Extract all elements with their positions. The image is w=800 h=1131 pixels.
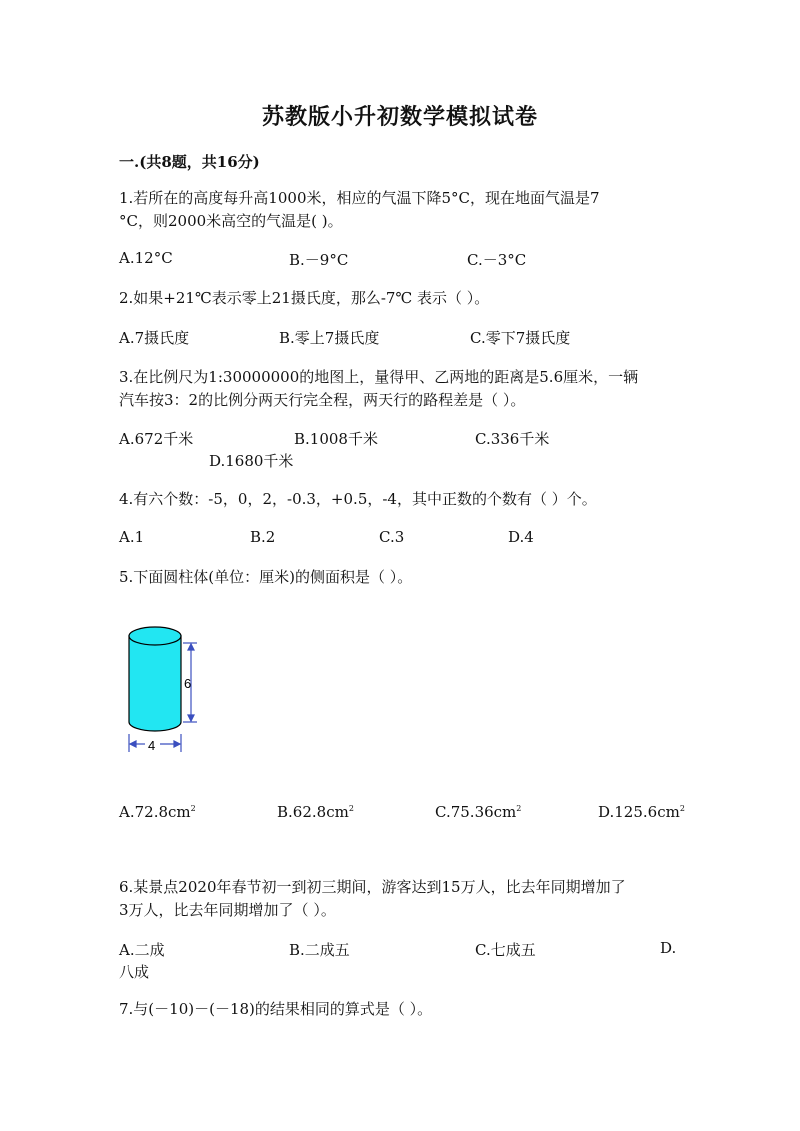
question-7-stem-line-1: 7.与(－10)－(－18)的结果相同的算式是（ ）。 bbox=[119, 1000, 433, 1018]
question-6-option-d-text: 八成 bbox=[119, 963, 150, 981]
question-6-option-c: C.七成五 bbox=[475, 941, 536, 959]
question-1-option-a: A.12°C bbox=[119, 249, 173, 267]
question-4-stem-line-1: 4.有六个数：-5，0，2，-0.3，+0.5，-4，其中正数的个数有（ ）个。 bbox=[119, 490, 597, 508]
question-3-stem-line-1: 3.在比例尺为1:30000000的地图上，量得甲、乙两地的距离是5.6厘米，一辆 bbox=[119, 368, 639, 386]
question-5-option-b: $B.62.8cm^2$ bbox=[277, 803, 354, 821]
question-3-option-c: C.336千米 bbox=[475, 430, 550, 448]
question-3-option-b: B.1008千米 bbox=[294, 430, 378, 448]
question-3-option-a: A.672千米 bbox=[119, 430, 194, 448]
question-3-option-d: D.1680千米 bbox=[209, 452, 294, 470]
question-4-option-a: A.1 bbox=[119, 528, 145, 546]
page-title: 苏教版小升初数学模拟试卷 bbox=[261, 104, 538, 130]
question-5-option-d: $D.125.6cm^2$ bbox=[598, 803, 685, 821]
question-4-option-c: C.3 bbox=[379, 528, 405, 546]
question-6-stem-line-2: 3万人，比去年同期增加了（ ）。 bbox=[119, 901, 336, 919]
question-5-option-a: $A.72.8cm^2$ bbox=[119, 803, 196, 821]
width-label: 4 bbox=[148, 738, 156, 753]
question-2-option-c: C.零下7摄氏度 bbox=[470, 329, 571, 347]
question-1-stem-line-2: °C，则2000米高空的气温是( )。 bbox=[119, 212, 343, 230]
question-4-option-d: D.4 bbox=[508, 528, 534, 546]
section-header: 一.(共8题，共16分) bbox=[119, 153, 260, 171]
cylinder-shape bbox=[129, 627, 181, 731]
question-2-option-b: B.零上7摄氏度 bbox=[279, 329, 380, 347]
height-label: 6 bbox=[184, 676, 192, 691]
question-3-stem-line-2: 汽车按3：2的比例分两天行完全程，两天行的路程差是（ ）。 bbox=[119, 391, 526, 409]
cylinder-figure bbox=[115, 612, 215, 762]
question-2-option-a: A.7摄氏度 bbox=[119, 329, 190, 347]
question-6-option-b: B.二成五 bbox=[289, 941, 350, 959]
question-6-option-a: A.二成 bbox=[119, 941, 165, 959]
question-1-option-c: C.－3°C bbox=[467, 251, 527, 269]
question-6-option-d: D. bbox=[660, 939, 677, 957]
question-5-option-c: $C.75.36cm^2$ bbox=[435, 803, 522, 821]
question-1-stem-line-1: 1.若所在的高度每升高1000米，相应的气温下降5°C，现在地面气温是7 bbox=[119, 189, 600, 207]
question-6-stem-line-1: 6.某景点2020年春节初一到初三期间，游客达到15万人，比去年同期增加了 bbox=[119, 878, 626, 896]
question-1-option-b: B.－9°C bbox=[289, 251, 349, 269]
question-5-stem-line-1: 5.下面圆柱体(单位：厘米)的侧面积是（ ）。 bbox=[119, 568, 413, 586]
question-4-option-b: B.2 bbox=[250, 528, 276, 546]
question-2-stem-line-1: 2.如果+21℃表示零上21摄氏度，那么-7℃ 表示（ ）。 bbox=[119, 289, 490, 307]
